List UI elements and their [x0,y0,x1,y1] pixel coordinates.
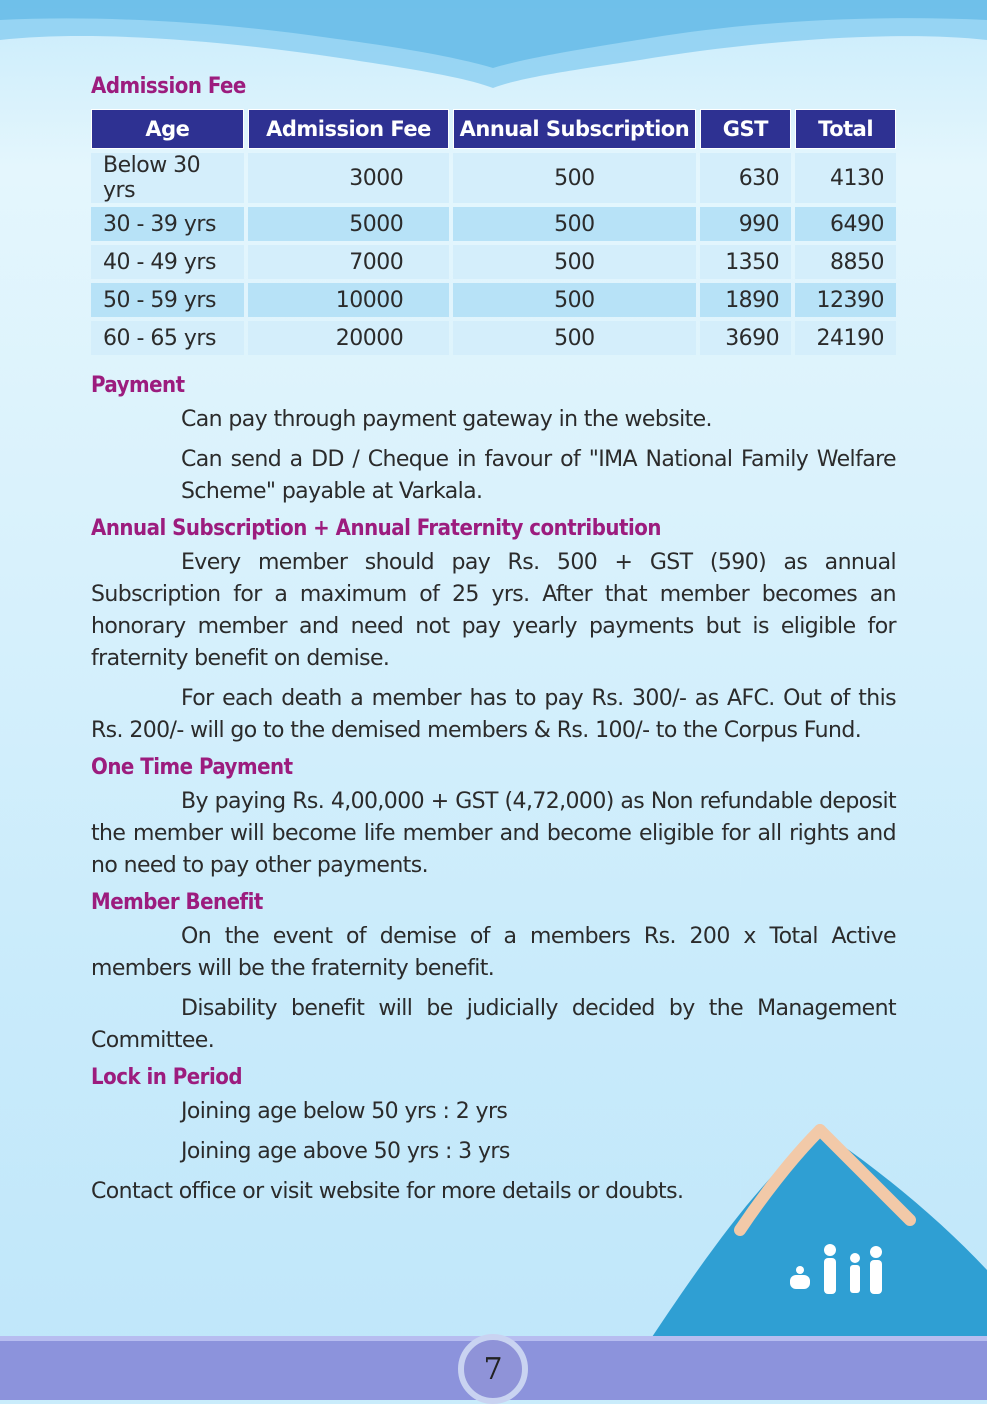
lock-in-period-heading: Lock in Period [91,1065,242,1090]
cell-gst: 990 [700,207,792,241]
page-number: 7 [483,1351,503,1387]
cell-admission-fee: 3000 [248,153,450,203]
annual-subscription-paragraph-2: For each death a member has to pay Rs. 300/- as AFC. Out of this Rs. 200/- will go to the demised members & Rs. 100/- to the Corpus Fund. [91,686,896,743]
cell-total: 8850 [795,245,896,279]
annual-subscription-heading: Annual Subscription + Annual Fraternity contribution [91,516,661,541]
cell-age: 50 - 59 yrs [91,283,244,317]
column-header-annual-subscription: Annual Subscription [453,109,695,149]
cell-admission-fee: 10000 [248,283,450,317]
column-header-total: Total [795,109,896,149]
lock-in-line-2: Joining age above 50 yrs : 3 yrs [181,1139,510,1164]
table-row [91,245,896,279]
family-care-hands-illustration [640,1120,987,1340]
cell-gst: 1350 [700,245,792,279]
cell-admission-fee: 5000 [248,207,450,241]
cell-gst: 3690 [700,321,792,355]
page-number-badge [433,1330,553,1400]
cell-annual-subscription: 500 [453,283,695,317]
cell-age: 60 - 65 yrs [91,321,244,355]
admission-fee-table [87,105,900,359]
cell-annual-subscription: 500 [453,245,695,279]
one-time-payment-paragraph: By paying Rs. 4,00,000 + GST (4,72,000) as Non refundable deposit the member will become life member and become eligible for all rights and no need to pay other payments. [91,789,896,878]
cell-total: 6490 [795,207,896,241]
table-row [91,321,896,355]
cell-total: 24190 [795,321,896,355]
member-benefit-heading: Member Benefit [91,890,263,915]
table-header-row [91,109,896,149]
annual-subscription-paragraph-1: Every member should pay Rs. 500 + GST (590) as annual Subscription for a maximum of 25 yrs. After that member becomes an honorary member and need not pay yearly payments but is eligible for fraternity benefit on demise. [91,550,896,671]
table-row [91,283,896,317]
column-header-gst: GST [700,109,792,149]
cell-age: Below 30 yrs [91,153,244,203]
cell-annual-subscription: 500 [453,153,695,203]
cell-gst: 630 [700,153,792,203]
member-benefit-paragraph-1: On the event of demise of a members Rs. 200 x Total Active members will be the fraternity benefit. [91,924,896,981]
admission-fee-heading: Admission Fee [91,74,246,99]
cell-annual-subscription: 500 [453,321,695,355]
cell-gst: 1890 [700,283,792,317]
column-header-admission-fee: Admission Fee [248,109,450,149]
cell-admission-fee: 7000 [248,245,450,279]
payment-line-1: Can pay through payment gateway in the website. [181,407,712,432]
cell-annual-subscription: 500 [453,207,695,241]
lock-in-line-1: Joining age below 50 yrs : 2 yrs [181,1099,508,1124]
cell-age: 40 - 49 yrs [91,245,244,279]
table-row [91,207,896,241]
page-number-circle [458,1334,528,1404]
table-row [91,153,896,203]
cell-total: 12390 [795,283,896,317]
payment-line-2: Can send a DD / Cheque in favour of "IMA National Family Welfare Scheme" payable at Varkala. [181,447,896,504]
one-time-payment-heading: One Time Payment [91,755,293,780]
member-benefit-paragraph-2: Disability benefit will be judicially decided by the Management Committee. [91,996,896,1053]
page-content [91,74,896,1208]
payment-heading: Payment [91,373,185,398]
contact-line: Contact office or visit website for more details or doubts. [91,1179,684,1204]
cell-total: 4130 [795,153,896,203]
cell-age: 30 - 39 yrs [91,207,244,241]
cell-admission-fee: 20000 [248,321,450,355]
column-header-age: Age [91,109,244,149]
